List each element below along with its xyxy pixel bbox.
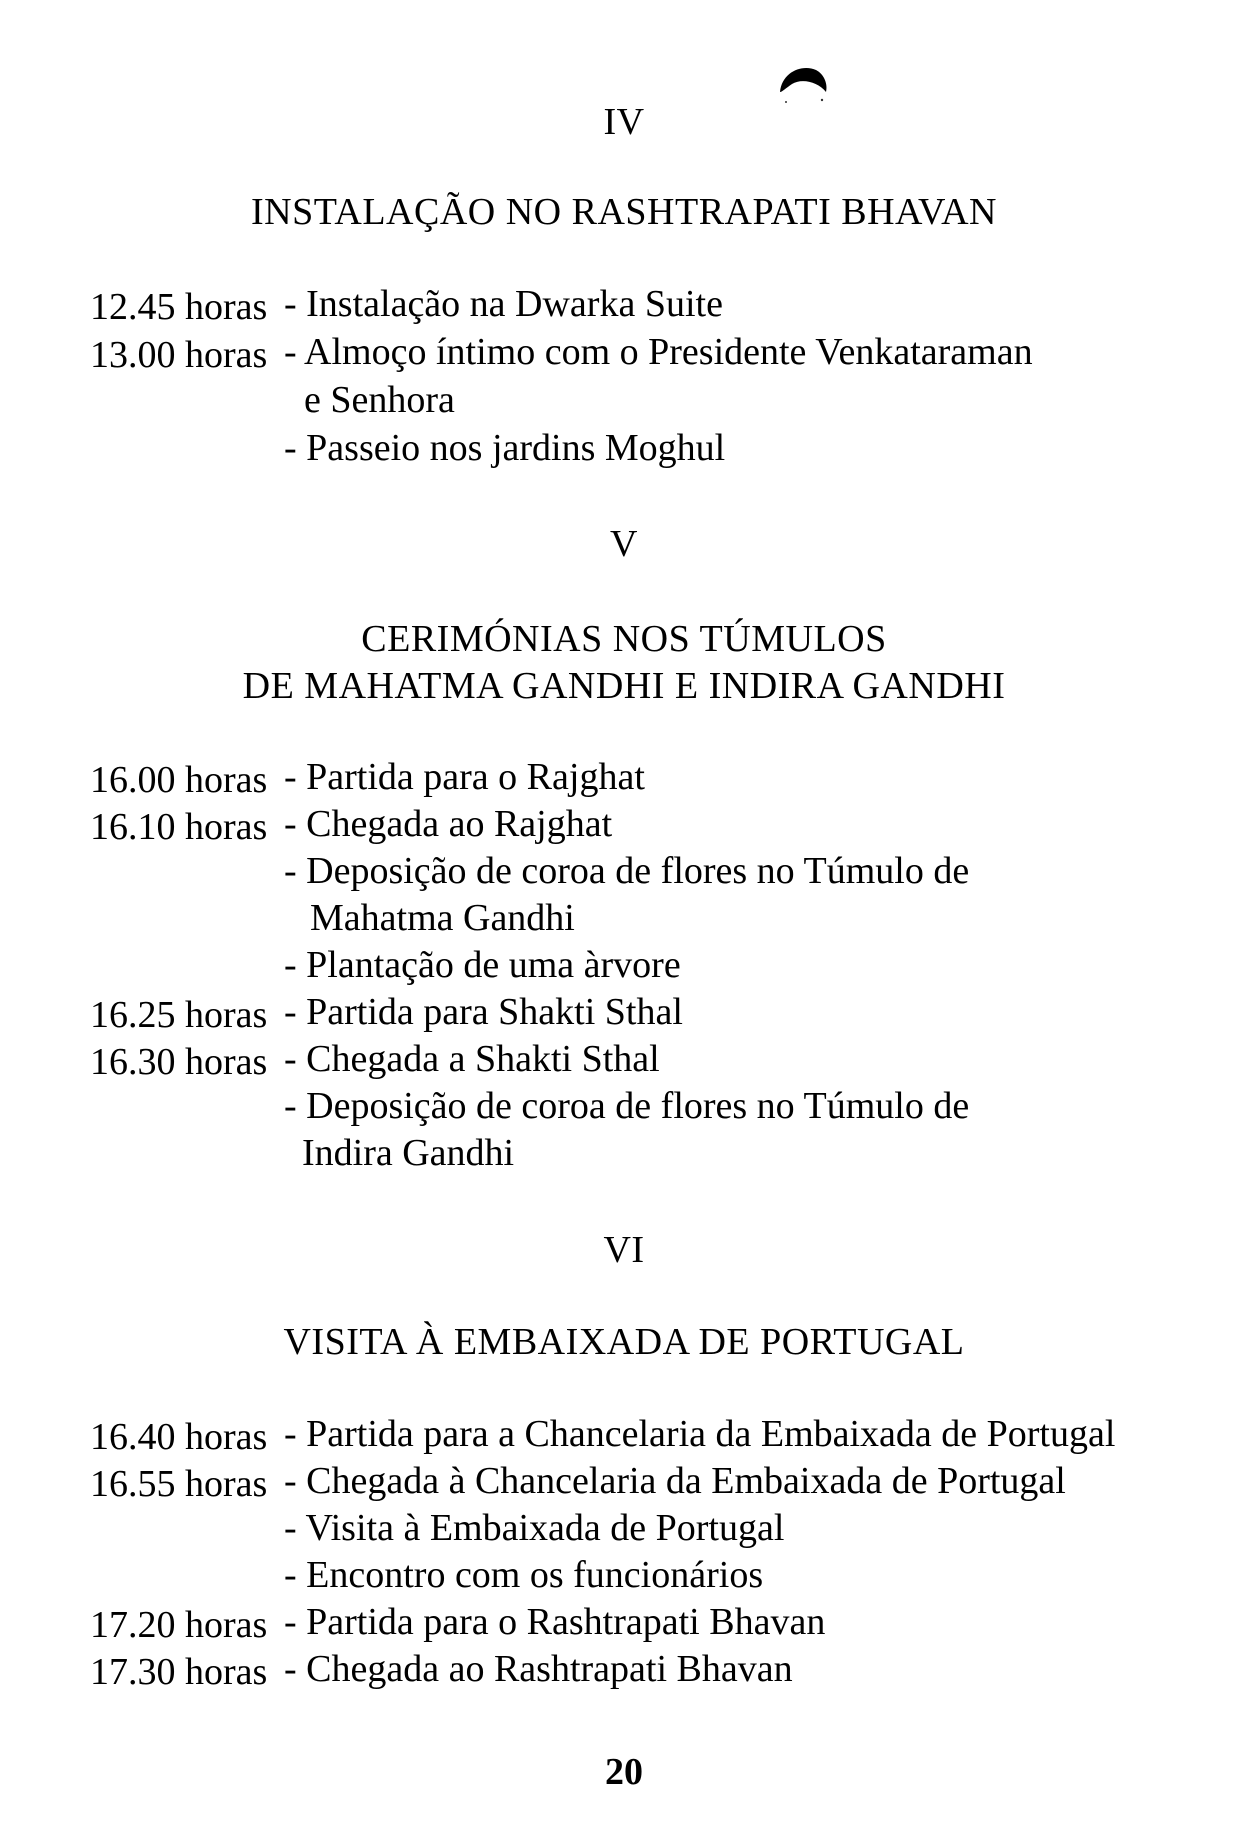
entry-text: - Partida para o Rashtrapati Bhavan bbox=[284, 1601, 826, 1643]
entry-time: 16.40 horas bbox=[90, 1416, 268, 1458]
entry-time: 16.55 horas bbox=[90, 1463, 268, 1505]
section-title-installation: INSTALAÇÃO NO RASHTRAPATI BHAVAN bbox=[251, 191, 997, 233]
entry-time: 13.00 horas bbox=[90, 334, 268, 376]
section-numeral-v: V bbox=[610, 523, 638, 565]
entry-time: 17.20 horas bbox=[90, 1604, 268, 1646]
entry-text: - Plantação de uma àrvore bbox=[284, 944, 681, 986]
page-number: 20 bbox=[605, 1751, 643, 1793]
entry-text: - Instalação na Dwarka Suite bbox=[284, 283, 723, 325]
entry-text: - Visita à Embaixada de Portugal bbox=[284, 1507, 785, 1549]
entry-time: 12.45 horas bbox=[90, 286, 268, 328]
entry-text: - Passeio nos jardins Moghul bbox=[284, 427, 726, 469]
section-title-ceremonies-line1: CERIMÓNIAS NOS TÚMULOS bbox=[361, 618, 887, 660]
entry-time: 16.30 horas bbox=[90, 1041, 268, 1083]
entry-text: - Chegada à Chancelaria da Embaixada de Portugal bbox=[284, 1460, 1066, 1502]
section-numeral-iv: IV bbox=[603, 101, 645, 143]
entry-time: 17.30 horas bbox=[90, 1651, 268, 1693]
entry-text: - Partida para o Rajghat bbox=[284, 756, 645, 798]
entry-text: - Chegada ao Rashtrapati Bhavan bbox=[284, 1648, 793, 1690]
entry-text: Indira Gandhi bbox=[302, 1132, 515, 1174]
entry-time: 16.10 horas bbox=[90, 806, 268, 848]
entry-text: - Deposição de coroa de flores no Túmulo de bbox=[284, 850, 970, 892]
section-numeral-vi: VI bbox=[603, 1229, 645, 1271]
entry-time: 16.25 horas bbox=[90, 994, 268, 1036]
entry-text: - Almoço íntimo com o Presidente Venkataraman bbox=[284, 331, 1033, 373]
section-title-embassy-visit: VISITA À EMBAIXADA DE PORTUGAL bbox=[283, 1321, 965, 1363]
entry-text: - Chegada ao Rajghat bbox=[284, 803, 613, 845]
entry-text: - Partida para a Chancelaria da Embaixada de Portugal bbox=[284, 1413, 1116, 1455]
entry-text: - Partida para Shakti Sthal bbox=[284, 991, 683, 1033]
entry-text: - Encontro com os funcionários bbox=[284, 1554, 764, 1596]
entry-time: 16.00 horas bbox=[90, 759, 268, 801]
entry-text: e Senhora bbox=[304, 379, 455, 421]
entry-text: - Deposição de coroa de flores no Túmulo de bbox=[284, 1085, 970, 1127]
section-title-ceremonies-line2: DE MAHATMA GANDHI E INDIRA GANDHI bbox=[242, 665, 1006, 707]
entry-text: Mahatma Gandhi bbox=[310, 897, 575, 939]
entry-text: - Chegada a Shakti Sthal bbox=[284, 1038, 660, 1080]
